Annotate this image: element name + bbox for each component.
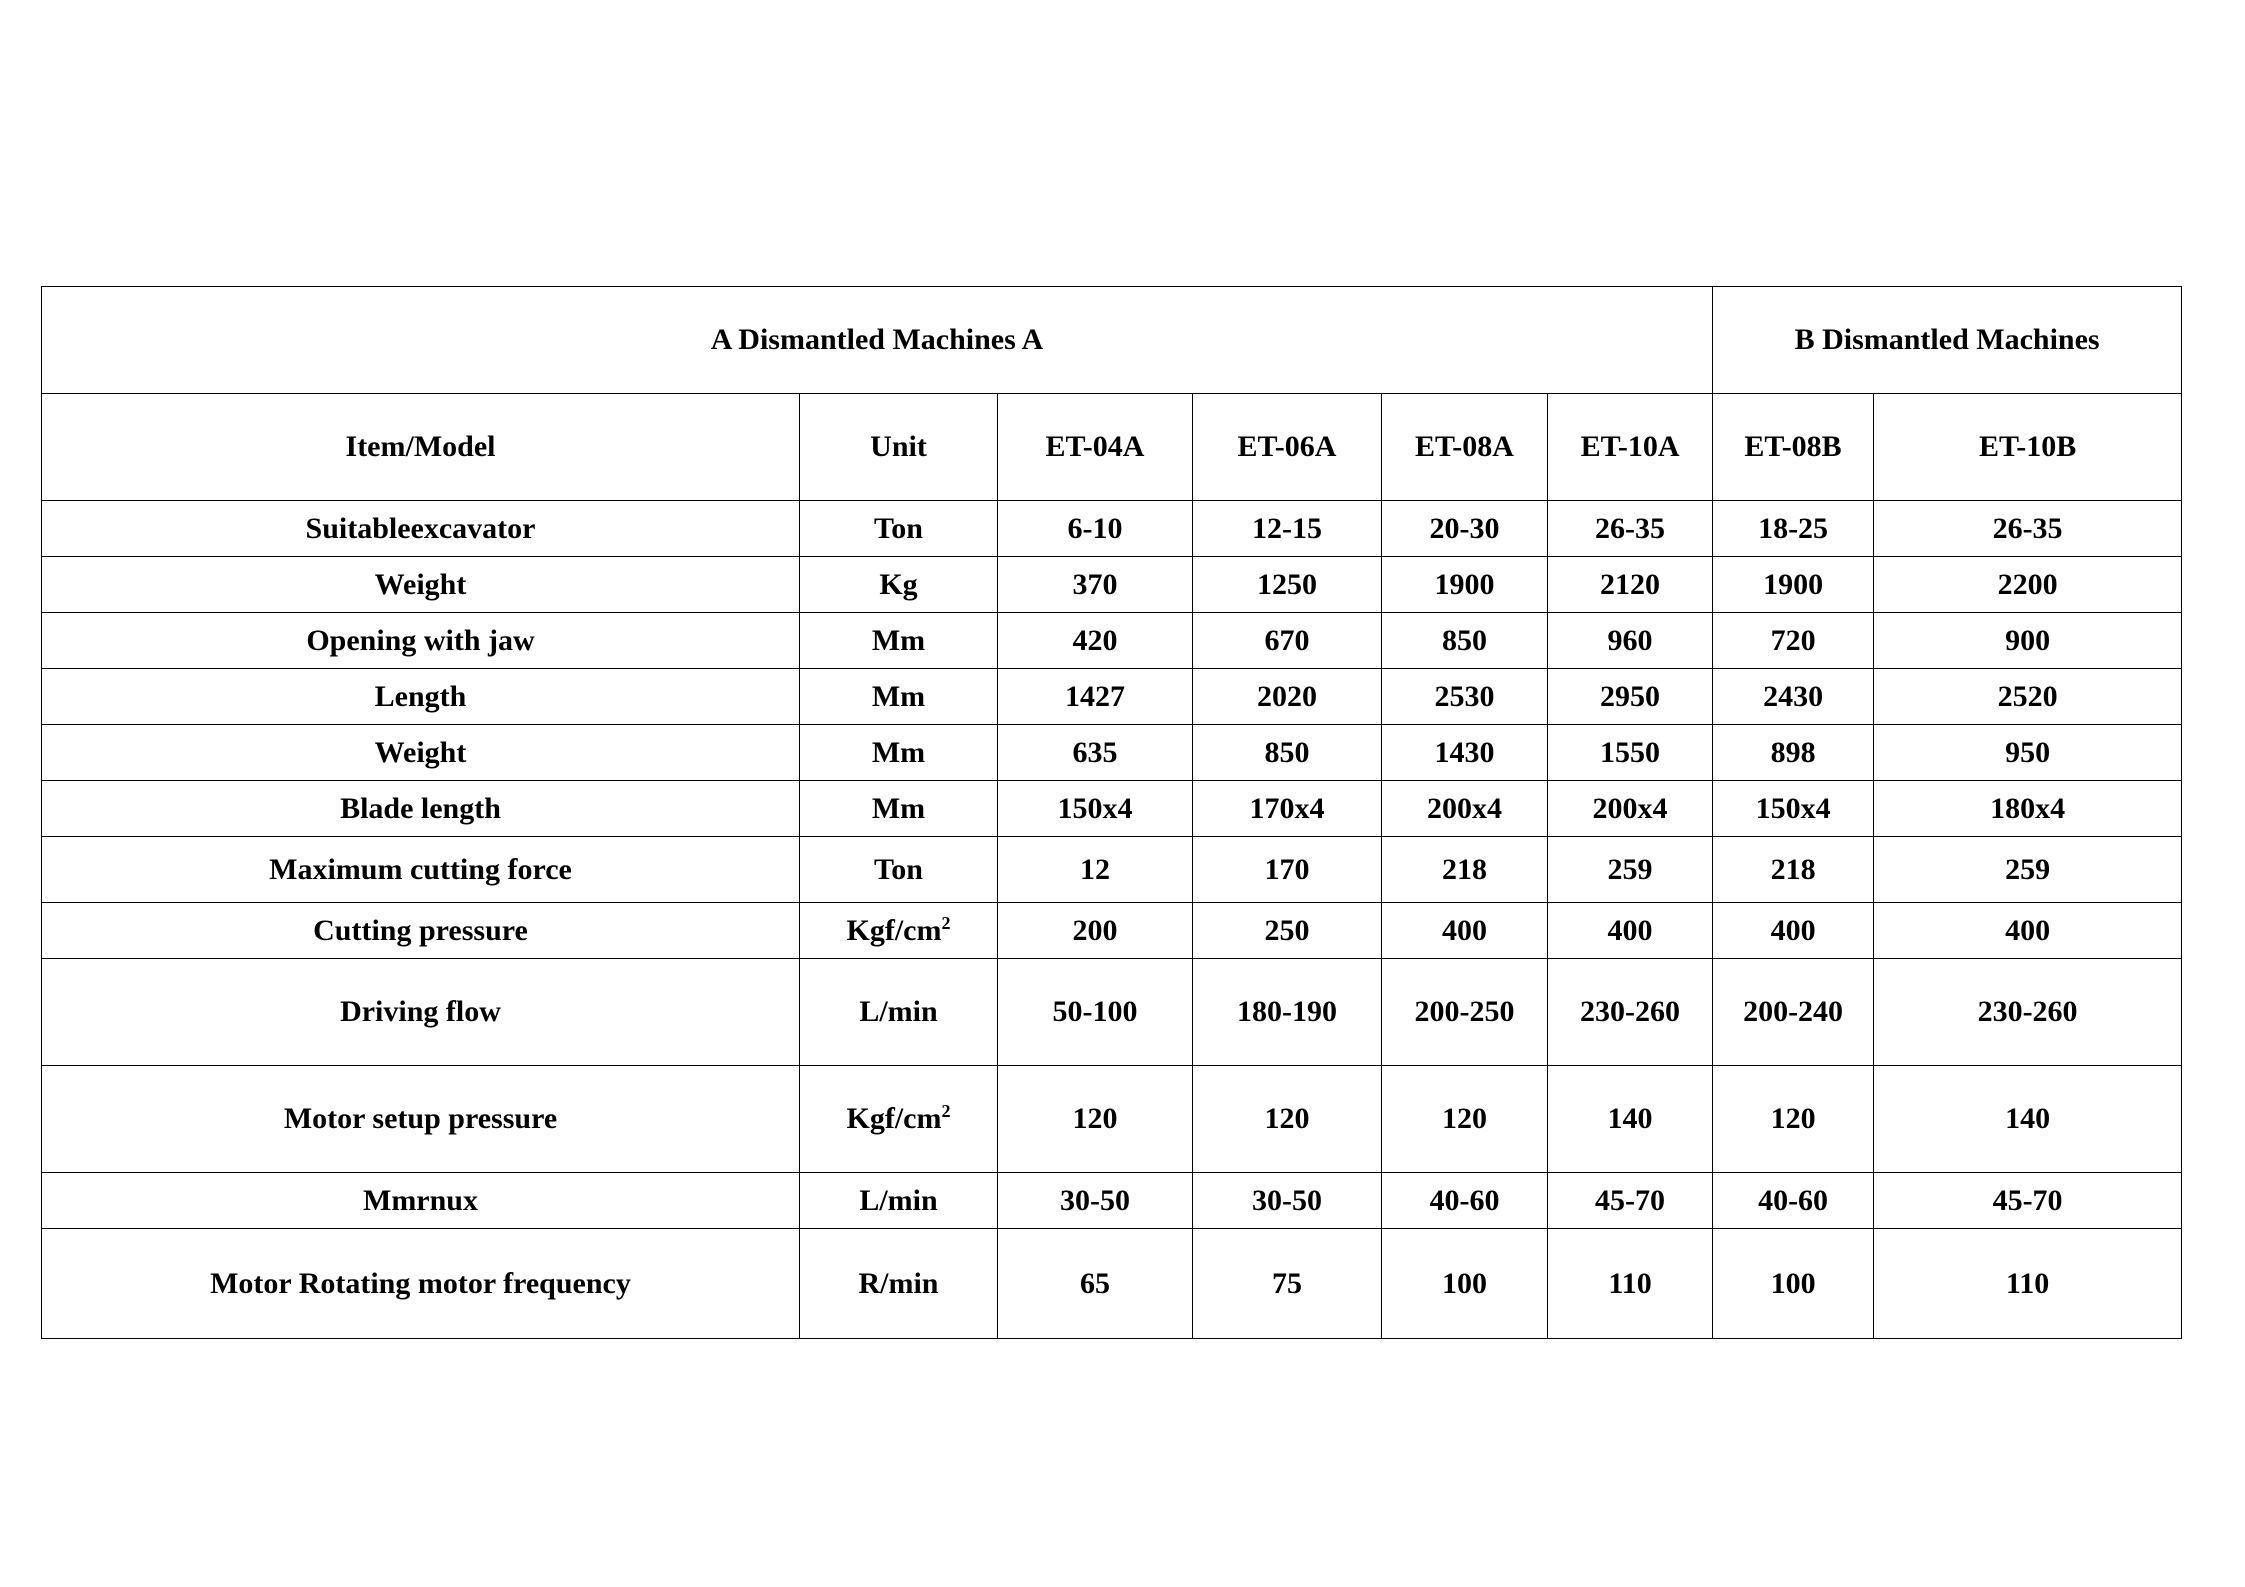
- value-cell: 2200: [1874, 557, 2182, 613]
- unit-text: Kgf/cm: [846, 1102, 942, 1135]
- unit-cell: [800, 1066, 998, 1173]
- table-row: [42, 837, 2182, 903]
- value-cell: 898: [1713, 725, 1874, 781]
- item-cell: Motor setup pressure: [42, 1066, 800, 1173]
- value-cell: 26-35: [1874, 501, 2182, 557]
- value-cell: 400: [1713, 903, 1874, 959]
- item-cell: Maximum cutting force: [42, 837, 800, 903]
- value-cell: 200-250: [1382, 959, 1548, 1066]
- unit-cell: [800, 781, 998, 837]
- unit-text: Ton: [874, 852, 923, 886]
- value-cell: 50-100: [998, 959, 1193, 1066]
- item-cell: Mmrnux: [42, 1173, 800, 1229]
- item-cell: Opening with jaw: [42, 613, 800, 669]
- item-cell: Blade length: [42, 781, 800, 837]
- value-cell: 1550: [1548, 725, 1713, 781]
- value-cell: 1250: [1193, 557, 1382, 613]
- unit-text: Mm: [871, 735, 926, 769]
- unit-text: L/min: [859, 995, 938, 1028]
- table-row: [42, 959, 2182, 1066]
- value-cell: 400: [1548, 903, 1713, 959]
- column-header-item: Item/Model: [42, 394, 800, 501]
- value-cell: 1430: [1382, 725, 1548, 781]
- column-header-model: ET-04A: [998, 394, 1193, 501]
- value-cell: 150x4: [1713, 781, 1874, 837]
- value-cell: 200-240: [1713, 959, 1874, 1066]
- value-cell: 200x4: [1548, 781, 1713, 837]
- table-row: [42, 613, 2182, 669]
- value-cell: 170: [1193, 837, 1382, 903]
- unit-text: L/min: [859, 1183, 938, 1217]
- unit-text: Kg: [879, 567, 918, 601]
- value-cell: 30-50: [998, 1173, 1193, 1229]
- value-cell: 150x4: [998, 781, 1193, 837]
- column-header-model: ET-10A: [1548, 394, 1713, 501]
- value-cell: 45-70: [1548, 1173, 1713, 1229]
- value-cell: 218: [1382, 837, 1548, 903]
- column-header-model: ET-10B: [1874, 394, 2182, 501]
- value-cell: 1900: [1382, 557, 1548, 613]
- value-cell: 30-50: [1193, 1173, 1382, 1229]
- unit-cell: [800, 557, 998, 613]
- value-cell: 6-10: [998, 501, 1193, 557]
- value-cell: 960: [1548, 613, 1713, 669]
- value-cell: 720: [1713, 613, 1874, 669]
- value-cell: 120: [998, 1066, 1193, 1173]
- unit-cell: [800, 1229, 998, 1339]
- value-cell: 120: [1193, 1066, 1382, 1173]
- unit-cell: [800, 903, 998, 959]
- unit-superscript: 2: [941, 1101, 951, 1121]
- group-header-b: B Dismantled Machines: [1713, 287, 2182, 394]
- unit-text: Mm: [871, 679, 926, 713]
- item-cell: Length: [42, 669, 800, 725]
- unit-superscript: 2: [941, 912, 951, 933]
- unit-cell: [800, 725, 998, 781]
- value-cell: 100: [1713, 1229, 1874, 1339]
- value-cell: 670: [1193, 613, 1382, 669]
- value-cell: 2520: [1874, 669, 2182, 725]
- table-row: [42, 725, 2182, 781]
- item-cell: Driving flow: [42, 959, 800, 1066]
- value-cell: 110: [1874, 1229, 2182, 1339]
- value-cell: 180x4: [1874, 781, 2182, 837]
- group-header-a: A Dismantled Machines A: [42, 287, 1713, 394]
- table-row: [42, 903, 2182, 959]
- value-cell: 200: [998, 903, 1193, 959]
- item-cell: Weight: [42, 557, 800, 613]
- value-cell: 45-70: [1874, 1173, 2182, 1229]
- table-row: [42, 557, 2182, 613]
- value-cell: 110: [1548, 1229, 1713, 1339]
- unit-text: Mm: [871, 623, 926, 657]
- item-cell: Suitableexcavator: [42, 501, 800, 557]
- value-cell: 635: [998, 725, 1193, 781]
- value-cell: 400: [1382, 903, 1548, 959]
- value-cell: 218: [1713, 837, 1874, 903]
- value-cell: 370: [998, 557, 1193, 613]
- value-cell: 20-30: [1382, 501, 1548, 557]
- unit-text: Ton: [874, 511, 923, 545]
- unit-cell: [800, 1173, 998, 1229]
- unit-cell: [800, 837, 998, 903]
- value-cell: 850: [1382, 613, 1548, 669]
- value-cell: 2430: [1713, 669, 1874, 725]
- value-cell: 65: [998, 1229, 1193, 1339]
- value-cell: 2950: [1548, 669, 1713, 725]
- column-header-model: ET-08B: [1713, 394, 1874, 501]
- unit-cell: [800, 613, 998, 669]
- unit-cell: [800, 669, 998, 725]
- column-header-row: [42, 394, 2182, 501]
- value-cell: 420: [998, 613, 1193, 669]
- value-cell: 26-35: [1548, 501, 1713, 557]
- value-cell: 100: [1382, 1229, 1548, 1339]
- value-cell: 1427: [998, 669, 1193, 725]
- spec-table: [41, 286, 2182, 1339]
- value-cell: 140: [1874, 1066, 2182, 1173]
- table-row: [42, 501, 2182, 557]
- value-cell: 2020: [1193, 669, 1382, 725]
- item-cell: Cutting pressure: [42, 903, 800, 959]
- value-cell: 950: [1874, 725, 2182, 781]
- value-cell: 170x4: [1193, 781, 1382, 837]
- column-header-model: ET-06A: [1193, 394, 1382, 501]
- item-cell: Motor Rotating motor frequency: [42, 1229, 800, 1339]
- unit-text: Kgf/cm: [846, 913, 942, 947]
- table-row: [42, 1229, 2182, 1339]
- table-row: [42, 1066, 2182, 1173]
- value-cell: 850: [1193, 725, 1382, 781]
- item-cell: Weight: [42, 725, 800, 781]
- value-cell: 2120: [1548, 557, 1713, 613]
- unit-text: R/min: [858, 1266, 939, 1300]
- value-cell: 18-25: [1713, 501, 1874, 557]
- value-cell: 259: [1548, 837, 1713, 903]
- value-cell: 400: [1874, 903, 2182, 959]
- value-cell: 120: [1382, 1066, 1548, 1173]
- value-cell: 12-15: [1193, 501, 1382, 557]
- value-cell: 1900: [1713, 557, 1874, 613]
- column-header-unit: Unit: [800, 394, 998, 501]
- table-row: [42, 669, 2182, 725]
- table-row: [42, 1173, 2182, 1229]
- value-cell: 2530: [1382, 669, 1548, 725]
- value-cell: 180-190: [1193, 959, 1382, 1066]
- column-header-model: ET-08A: [1382, 394, 1548, 501]
- value-cell: 259: [1874, 837, 2182, 903]
- unit-text: Mm: [871, 791, 926, 825]
- value-cell: 230-260: [1548, 959, 1713, 1066]
- value-cell: 200x4: [1382, 781, 1548, 837]
- value-cell: 140: [1548, 1066, 1713, 1173]
- value-cell: 900: [1874, 613, 2182, 669]
- value-cell: 120: [1713, 1066, 1874, 1173]
- value-cell: 75: [1193, 1229, 1382, 1339]
- value-cell: 40-60: [1382, 1173, 1548, 1229]
- value-cell: 40-60: [1713, 1173, 1874, 1229]
- value-cell: 230-260: [1874, 959, 2182, 1066]
- value-cell: 12: [998, 837, 1193, 903]
- group-header-row: [42, 287, 2182, 394]
- table-row: [42, 781, 2182, 837]
- value-cell: 250: [1193, 903, 1382, 959]
- unit-cell: [800, 501, 998, 557]
- unit-cell: [800, 959, 998, 1066]
